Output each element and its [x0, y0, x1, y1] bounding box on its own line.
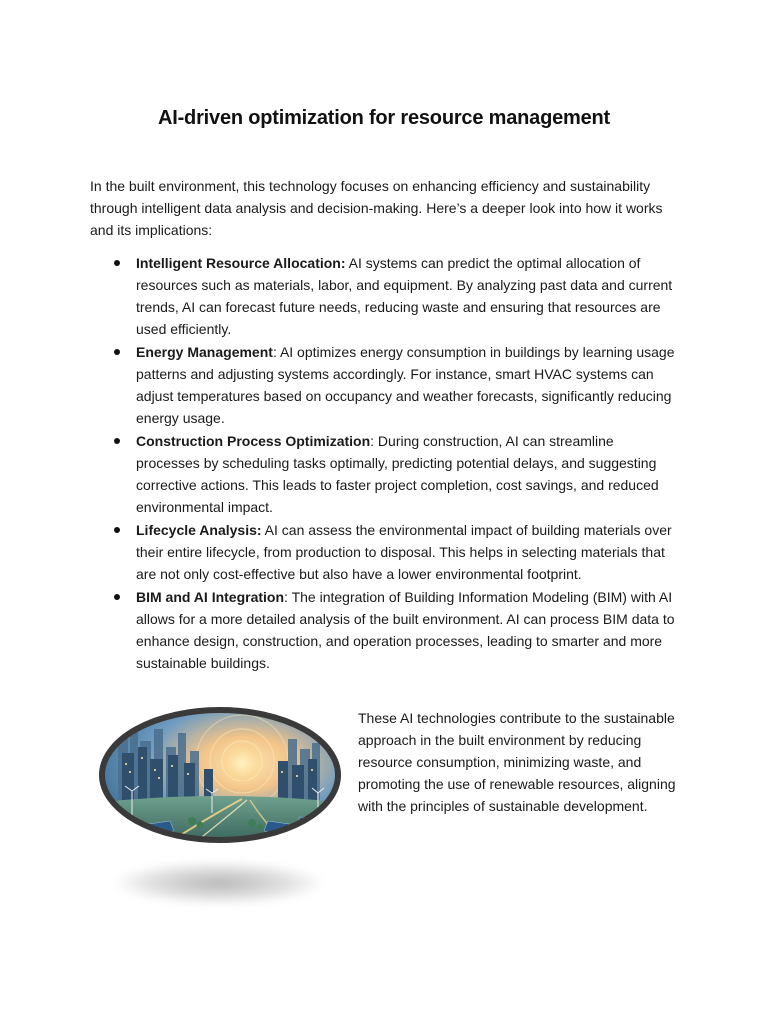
list-item: [90, 252, 680, 340]
list-item-heading: Energy Management: [136, 344, 273, 360]
list-item-text: : During construction, AI can streamline processes by scheduling tasks optimally, predicting potential delays, and suggesting corrective actions. This leads to faster project completion, cost savings, and reduced environmental impact.: [136, 433, 659, 515]
list-item: [90, 586, 680, 674]
bullet-list: [90, 252, 680, 675]
list-item: [90, 341, 680, 429]
list-item-heading: Intelligent Resource Allocation:: [136, 255, 346, 271]
intro-paragraph: In the built environment, this technology focuses on enhancing efficiency and sustainability through intelligent data analysis and decision-making. Here’s a deeper look into how it works and its implications:: [90, 178, 663, 238]
page-title: AI-driven optimization for resource management: [158, 107, 610, 130]
bullet-icon: [114, 260, 120, 266]
list-item-text: AI can assess the environmental impact of building materials over their entire lifecycle, from production to disposal. This helps in selecting materials that are not only cost-effective but also have a lower environmental footprint.: [136, 522, 672, 582]
list-item-text: : The integration of Building Information Modeling (BIM) with AI allows for a more detailed analysis of the built environment. AI can process BIM data to enhance design, construction, and operation processes, leading to smarter and more sustainable buildings.: [136, 589, 675, 671]
list-item-heading: BIM and AI Integration: [136, 589, 285, 605]
city-illustration-image: [92, 703, 348, 853]
bullet-icon: [114, 594, 120, 600]
list-item-heading: Lifecycle Analysis:: [136, 522, 262, 538]
list-item: [90, 519, 680, 585]
list-item-text: AI systems can predict the optimal allocation of resources such as materials, labor, and equipment. By analyzing past data and current trends, AI can forecast future needs, reducing waste and ensuring that resources are used efficiently.: [136, 255, 673, 337]
list-item-text: : AI optimizes energy consumption in buildings by learning usage patterns and adjusting systems accordingly. For instance, smart HVAC systems can adjust temperatures based on occupancy and weather forecasts, significantly reducing energy usage.: [136, 344, 675, 426]
conclusion-paragraph: These AI technologies contribute to the sustainable approach in the built environment by reducing resource consumption, minimizing waste, and promoting the use of renewable resources, aligning with the principles of sustainable development.: [358, 710, 676, 814]
city-illustration: [92, 703, 348, 923]
list-item: [90, 430, 680, 518]
bullet-icon: [114, 438, 120, 444]
list-item-heading: Construction Process Optimization: [136, 433, 371, 449]
bullet-icon: [114, 349, 120, 355]
illustration-shadow: [114, 861, 324, 905]
bullet-icon: [114, 527, 120, 533]
